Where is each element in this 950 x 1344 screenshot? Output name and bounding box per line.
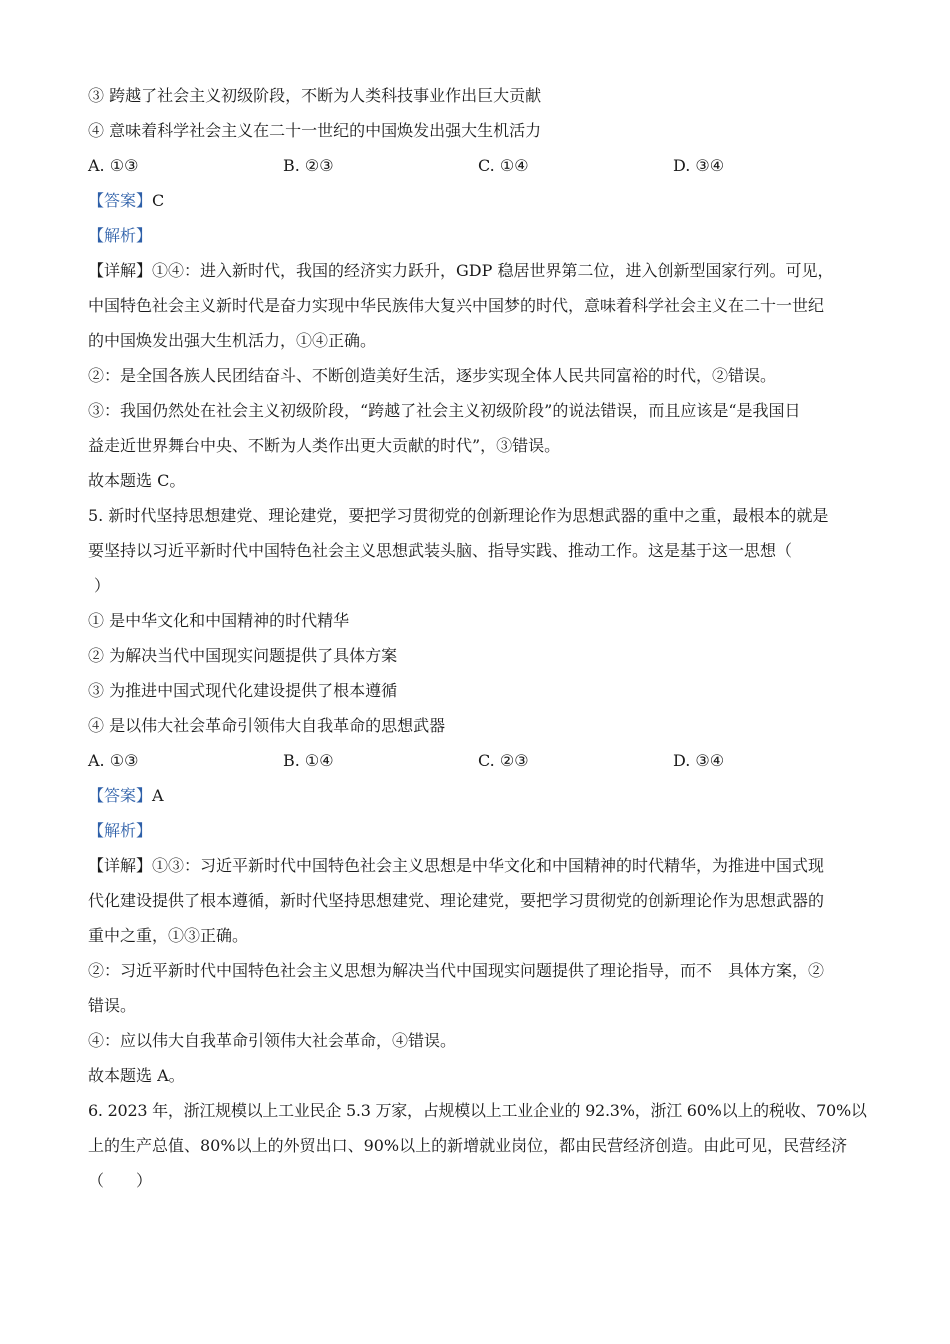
q4-analysis-tag: 【解析】 <box>88 226 153 245</box>
q5-conclusion: 故本题选 A。 <box>88 1066 185 1085</box>
q5-option-b: B. ①④ <box>283 751 334 770</box>
q4-detail-line-2: 中国特色社会主义新时代是奋力实现中华民族伟大复兴中国梦的时代，意味着科学社会主义在二十一世纪 <box>88 296 825 315</box>
q5-detail-text-1: ①③：习近平新时代中国特色社会主义思想是中华文化和中国精神的时代精华，为推进中国式现 <box>152 856 825 875</box>
q6-stem-line-2: 上的生产总值、80%以上的外贸出口、90%以上的新增就业岗位，都由民营经济创造。由此可见，民营经济 <box>88 1136 848 1155</box>
q4-analysis-2: ②：是全国各族人民团结奋斗、不断创造美好生活，逐步实现全体人民共同富裕的时代，②错误。 <box>88 366 777 385</box>
q4-analysis-3a: ③：我国仍然处在社会主义初级阶段，“跨越了社会主义初级阶段”的说法错误，而且应该是“是我国日 <box>88 401 801 420</box>
q5-statement-2: ② 为解决当代中国现实问题提供了具体方案 <box>88 646 398 665</box>
q5-analysis-4: ④：应以伟大自我革命引领伟大社会革命，④错误。 <box>88 1031 457 1050</box>
q4-options <box>88 148 868 183</box>
q4-conclusion: 故本题选 C。 <box>88 471 186 490</box>
q4-statement-3: ③ 跨越了社会主义初级阶段，不断为人类科技事业作出巨大贡献 <box>88 86 542 105</box>
q4-answer-value: C <box>152 191 165 210</box>
q6-stem-line-1: 6. 2023 年，浙江规模以上工业民企 5.3 万家，占规模以上工业企业的 92.3%，浙江 60%以上的税收、70%以 <box>88 1101 867 1120</box>
q5-analysis-2b: 错误。 <box>88 996 137 1015</box>
q5-detail-line-3: 重中之重，①③正确。 <box>88 926 249 945</box>
q5-statement-4: ④ 是以伟大社会革命引领伟大自我革命的思想武器 <box>88 716 446 735</box>
q5-answer-value: A <box>152 786 164 805</box>
q6-stem-line-3: （ ） <box>88 1171 153 1190</box>
q4-analysis-heading <box>88 218 868 253</box>
q4-option-d: D. ③④ <box>673 156 725 175</box>
q5-analysis-heading <box>88 813 868 848</box>
q5-analysis-tag: 【解析】 <box>88 821 153 840</box>
q4-detail-text-1: ①④：进入新时代，我国的经济实力跃升，GDP 稳居世界第二位，进入创新型国家行列。可见， <box>152 261 834 280</box>
q5-options <box>88 743 868 778</box>
q5-analysis-2a: ②：习近平新时代中国特色社会主义思想为解决当代中国现实问题提供了理论指导，而不 具体方案，② <box>88 961 825 980</box>
q5-option-d: D. ③④ <box>673 751 725 770</box>
q5-option-c: C. ②③ <box>478 751 529 770</box>
q4-detail-line-3: 的中国焕发出强大生机活力，①④正确。 <box>88 331 377 350</box>
q5-detail-tag: 【详解】 <box>88 856 153 875</box>
q5-answer <box>88 778 868 813</box>
q4-answer <box>88 183 868 218</box>
q4-detail-tag: 【详解】 <box>88 261 153 280</box>
q4-option-c: C. ①④ <box>478 156 529 175</box>
q5-answer-tag: 【答案】 <box>88 786 153 805</box>
q4-statement-4: ④ 意味着科学社会主义在二十一世纪的中国焕发出强大生机活力 <box>88 121 542 140</box>
q4-detail-line-1 <box>88 253 868 288</box>
q4-analysis-3b: 益走近世界舞台中央、不断为人类作出更大贡献的时代”，③错误。 <box>88 436 561 455</box>
document-page <box>88 78 868 1198</box>
q5-detail-line-1 <box>88 848 868 883</box>
q5-statement-3: ③ 为推进中国式现代化建设提供了根本遵循 <box>88 681 398 700</box>
q5-stem-line-2: 要坚持以习近平新时代中国特色社会主义思想武装头脑、指导实践、推动工作。这是基于这一思想（ <box>88 541 793 560</box>
q5-option-a: A. ①③ <box>88 751 139 770</box>
q4-answer-tag: 【答案】 <box>88 191 153 210</box>
q4-option-b: B. ②③ <box>283 156 334 175</box>
q5-statement-1: ① 是中华文化和中国精神的时代精华 <box>88 611 350 630</box>
q4-option-a: A. ①③ <box>88 156 139 175</box>
q5-stem-line-1: 5. 新时代坚持思想建党、理论建党，要把学习贯彻党的创新理论作为思想武器的重中之重，最根本的就是 <box>88 506 829 525</box>
q5-detail-line-2: 代化建设提供了根本遵循，新时代坚持思想建党、理论建党，要把学习贯彻党的创新理论作为思想武器的 <box>88 891 825 910</box>
q5-stem-line-3: ） <box>94 576 111 595</box>
